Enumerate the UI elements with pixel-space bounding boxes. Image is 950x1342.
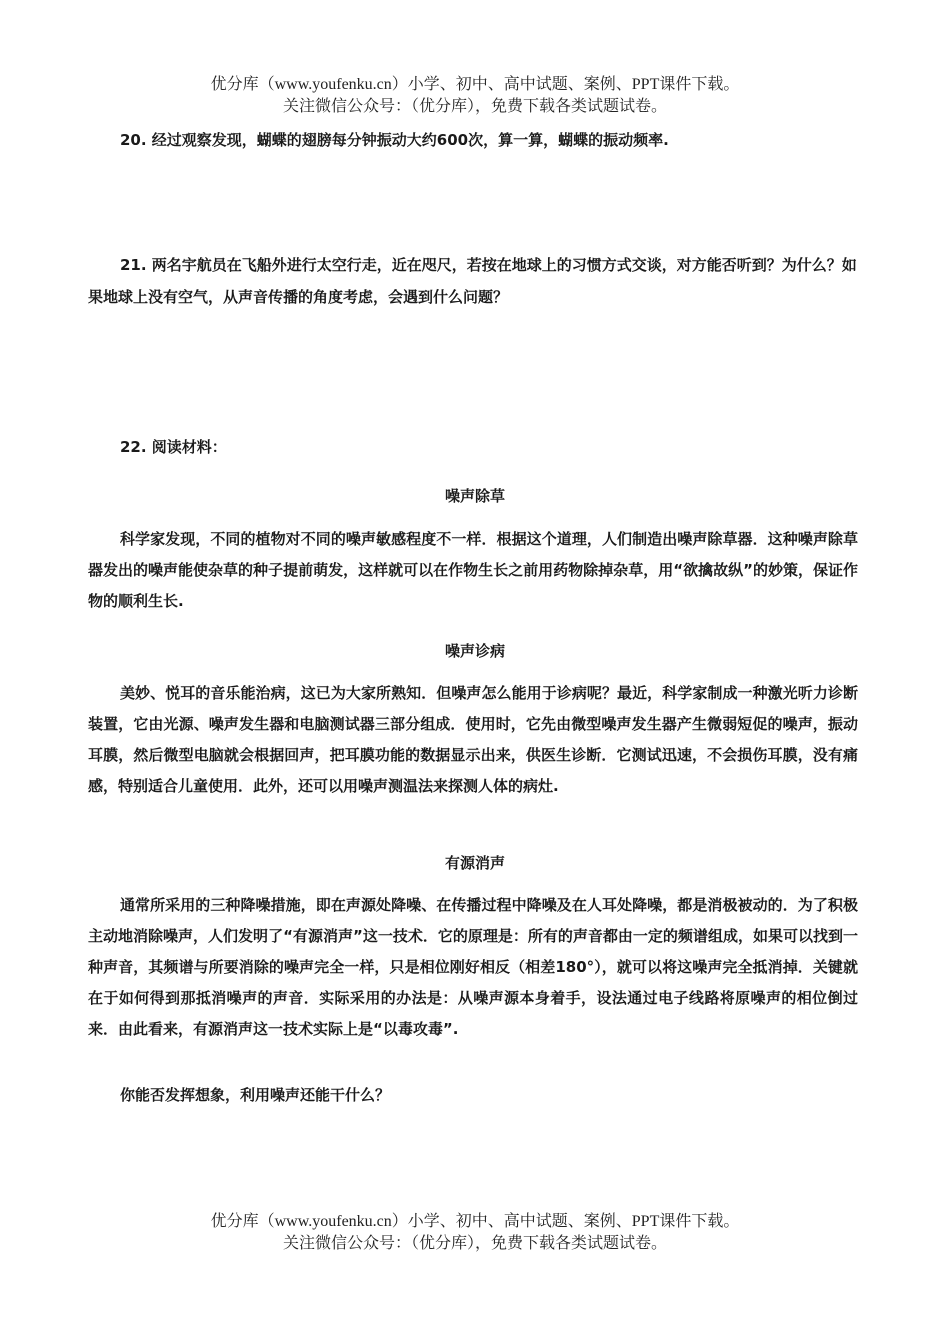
section-title-noise-weeding: 噪声除草 <box>444 487 505 505</box>
header-line-1: 优分库（www.youfenku.cn）小学、初中、高中试题、案例、PPT课件下载。 <box>210 76 740 93</box>
footer-line-2: 关注微信公众号：（优分库），免费下载各类试题试卷。 <box>282 1235 667 1252</box>
section-text-noise-diagnosis: 美妙、悦耳的音乐能治病，这已为大家所熟知．但噪声怎么能用于诊病呢？最近，科学家制成一种激光听力诊断装置，它由光源、噪声发生器和电脑测试器三部分组成．使用时，它先由微型噪声发生器产生微弱短促的噪声，振动耳膜，然后微型电脑就会根据回声，把耳膜功能的数据显示出来，供医生诊断．它测试迅速，不会损伤耳膜，没有痛感，特别适合儿童使用．此外，还可以用噪声测温法来探测人体的病灶. <box>88 684 858 795</box>
page-header <box>0 74 950 118</box>
question-22 <box>88 431 858 463</box>
question-20 <box>88 124 858 156</box>
question-20-text: 20. 经过观察发现，蝴蝶的翅膀每分钟振动大约600次，算一算，蝴蝶的振动频率. <box>120 131 669 149</box>
question-22-text: 22. 阅读材料： <box>120 438 227 456</box>
question-21-text: 21. 两名宇航员在飞船外进行太空行走，近在咫尺，若按在地球上的习惯方式交谈，对方能否听到？为什么？如果地球上没有空气，从声音传播的角度考虑，会遇到什么问题？ <box>88 256 857 306</box>
section-title-active-noise-cancel: 有源消声 <box>444 854 505 872</box>
section-text-noise-weeding: 科学家发现，不同的植物对不同的噪声敏感程度不一样．根据这个道理，人们制造出噪声除草器．这种噪声除草器发出的噪声能使杂草的种子提前萌发，这样就可以在作物生长之前用药物除掉杂草，用“欲擒故纵”的妙策，保证作物的顺利生长. <box>88 530 858 610</box>
closing-question: 你能否发挥想象，利用噪声还能干什么？ <box>120 1086 391 1104</box>
header-line-2: 关注微信公众号：（优分库），免费下载各类试题试卷。 <box>282 98 667 115</box>
question-21 <box>88 249 858 313</box>
section-title-noise-diagnosis: 噪声诊病 <box>444 642 505 660</box>
page-footer <box>0 1211 950 1255</box>
footer-line-1: 优分库（www.youfenku.cn）小学、初中、高中试题、案例、PPT课件下载。 <box>210 1213 740 1230</box>
section-text-active-noise-cancel: 通常所采用的三种降噪措施，即在声源处降噪、在传播过程中降噪及在人耳处降噪，都是消极被动的．为了积极主动地消除噪声，人们发明了“有源消声”这一技术．它的原理是：所有的声音都由一定的频谱组成，如果可以找到一种声音，其频谱与所要消除的噪声完全一样，只是相位刚好相反（相差180°），就可以将这噪声完全抵消掉．关键就在于如何得到那抵消噪声的声音．实际采用的办法是：从噪声源本身着手，设法通过电子线路将原噪声的相位倒过来．由此看来，有源消声这一技术实际上是“以毒攻毒”. <box>88 896 858 1038</box>
